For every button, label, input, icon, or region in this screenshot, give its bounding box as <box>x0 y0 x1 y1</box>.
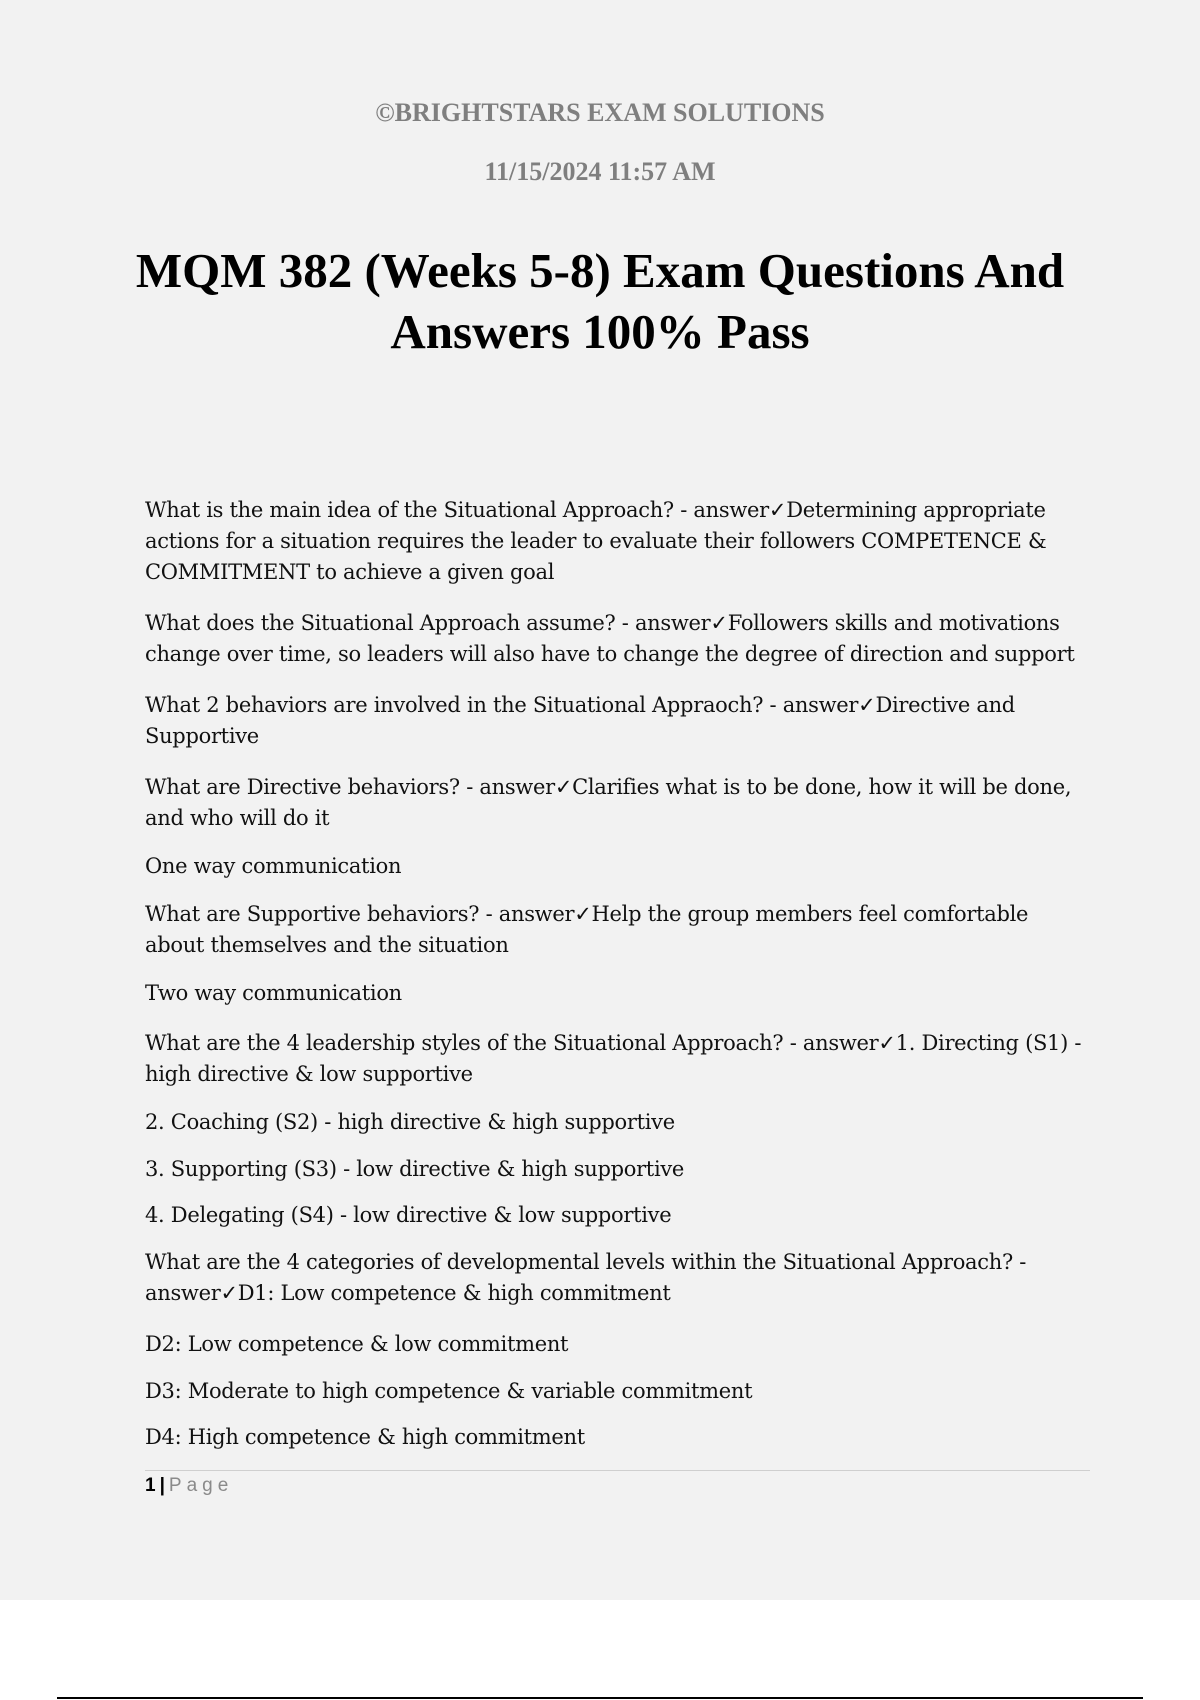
qa-paragraph: D3: Moderate to high competence & variable commitment <box>145 1379 753 1403</box>
qa-paragraph: What does the Situational Approach assume? - answer✓Followers skills and motivations change over time, so leaders will also have to change the degree of direction and support <box>145 611 1075 666</box>
qa-paragraph: What is the main idea of the Situational Approach? - answer✓Determining appropriate actions for a situation requires the leader to evaluate their followers COMPETENCE & COMMITMENT to achieve a given goal <box>145 498 1047 584</box>
qa-paragraph: What are Supportive behaviors? - answer✓Help the group members feel comfortable about themselves and the situation <box>145 902 1029 957</box>
qa-paragraph: D4: High competence & high commitment <box>145 1425 585 1449</box>
page-separator: | <box>159 1475 165 1496</box>
qa-paragraph: 2. Coaching (S2) - high directive & high supportive <box>145 1110 675 1134</box>
brand-header: ©BRIGHTSTARS EXAM SOLUTIONS <box>375 98 825 127</box>
qa-paragraph: 4. Delegating (S4) - low directive & low supportive <box>145 1203 672 1227</box>
timestamp-header: 11/15/2024 11:57 AM <box>484 157 716 186</box>
qa-paragraph: What are Directive behaviors? - answer✓Clarifies what is to be done, how it will be done, and who will do it <box>145 775 1072 830</box>
page-number: 1 <box>145 1475 156 1496</box>
footer-divider <box>145 1470 1090 1471</box>
qa-paragraph: What are the 4 leadership styles of the Situational Approach? - answer✓1. Directing (S1) - high directive & low supportive <box>145 1031 1082 1086</box>
next-page-top-rule <box>57 1697 1143 1699</box>
page-label: Page <box>168 1475 234 1496</box>
qa-paragraph: What 2 behaviors are involved in the Situational Appraoch? - answer✓Directive and Supportive <box>145 693 1015 748</box>
qa-paragraph: One way communication <box>145 854 402 878</box>
qa-paragraph: D2: Low competence & low commitment <box>145 1332 569 1356</box>
document-title: MQM 382 (Weeks 5-8) Exam Questions And Answers 100% Pass <box>135 243 1065 359</box>
qa-paragraph: Two way communication <box>145 981 402 1005</box>
qa-paragraph: 3. Supporting (S3) - low directive & high supportive <box>145 1157 685 1181</box>
qa-paragraph: What are the 4 categories of developmental levels within the Situational Approach? - answer✓D1: Low competence & high commitment <box>145 1250 1027 1305</box>
page-footer <box>145 1474 233 1498</box>
